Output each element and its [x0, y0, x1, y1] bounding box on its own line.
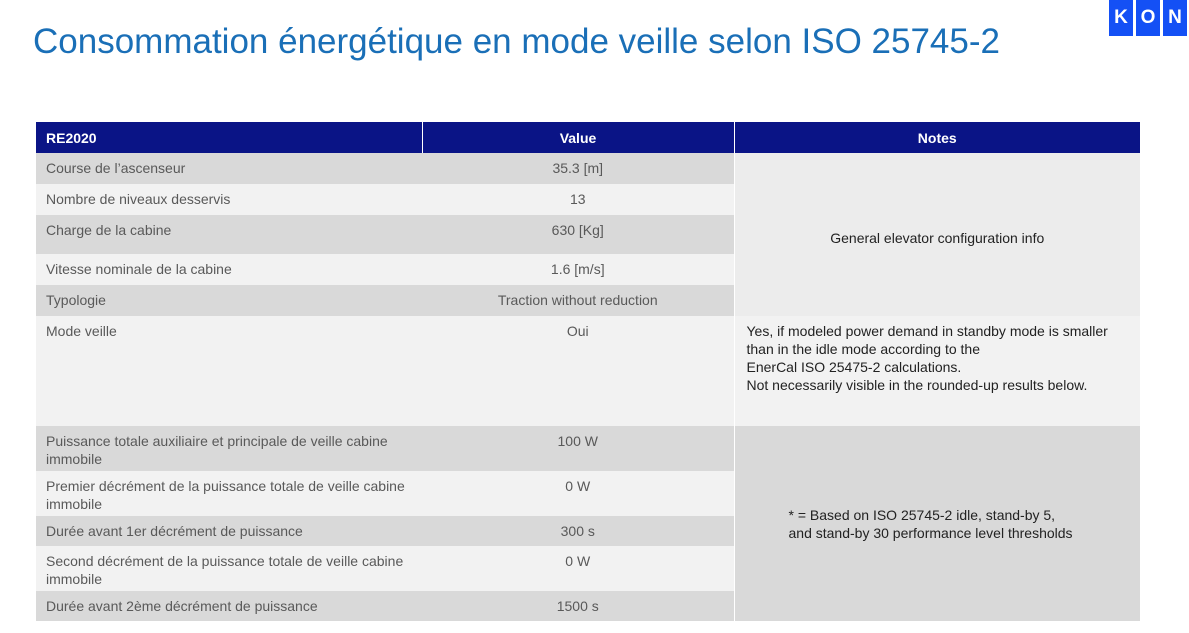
note-standby-line: Not necessarily visible in the rounded-up results below. [746, 377, 1088, 393]
row-label: Mode veille [36, 316, 422, 426]
table-row [36, 426, 1140, 471]
row-label: Vitesse nominale de la cabine [36, 254, 422, 285]
note-standby-line: Yes, if modeled power demand in standby mode is smaller [746, 323, 1108, 339]
row-value: 13 [422, 184, 734, 215]
note-standby-line: than in the idle mode according to the [746, 341, 980, 357]
logo-letter: O [1136, 0, 1160, 36]
row-value: 300 s [422, 516, 734, 546]
row-value: 100 W [422, 426, 734, 471]
row-value: 0 W [422, 471, 734, 516]
logo-letter: N [1163, 0, 1187, 36]
row-value: 0 W [422, 546, 734, 591]
note-thresholds-line: and stand-by 30 performance level thresholds [788, 524, 1073, 541]
row-label: Nombre de niveaux desservis [36, 184, 422, 215]
row-label: Durée avant 1er décrément de puissance [36, 516, 422, 546]
note-thresholds [734, 426, 1140, 621]
row-value: 35.3 [m] [422, 153, 734, 184]
row-label: Charge de la cabine [36, 215, 422, 254]
row-value: Oui [422, 316, 734, 426]
note-standby-line: EnerCal ISO 25475-2 calculations. [746, 359, 962, 375]
table-row [36, 316, 1140, 426]
note-thresholds-line: * = Based on ISO 25745-2 idle, stand-by 5, [788, 506, 1056, 523]
header-re2020: RE2020 [36, 122, 422, 153]
row-label: Premier décrément de la puissance totale de veille cabine immobile [36, 471, 422, 516]
table-row [36, 153, 1140, 184]
row-label: Puissance totale auxiliaire et principale de veille cabine immobile [36, 426, 422, 471]
row-label: Course de l’ascenseur [36, 153, 422, 184]
row-label: Durée avant 2ème décrément de puissance [36, 591, 422, 621]
note-standby [734, 316, 1140, 426]
logo-letter: K [1109, 0, 1133, 36]
row-value: 1.6 [m/s] [422, 254, 734, 285]
brand-logo [1109, 0, 1187, 36]
row-value: 630 [Kg] [422, 215, 734, 254]
row-label: Second décrément de la puissance totale de veille cabine immobile [36, 546, 422, 591]
row-label: Typologie [36, 285, 422, 316]
row-value: Traction without reduction [422, 285, 734, 316]
note-config: General elevator configuration info [734, 153, 1140, 316]
page-title: Consommation énergétique en mode veille selon ISO 25745-2 [33, 22, 1000, 61]
table-header-row [36, 122, 1140, 153]
row-value: 1500 s [422, 591, 734, 621]
header-value: Value [422, 122, 734, 153]
header-notes: Notes [734, 122, 1140, 153]
standby-energy-table [36, 122, 1140, 621]
